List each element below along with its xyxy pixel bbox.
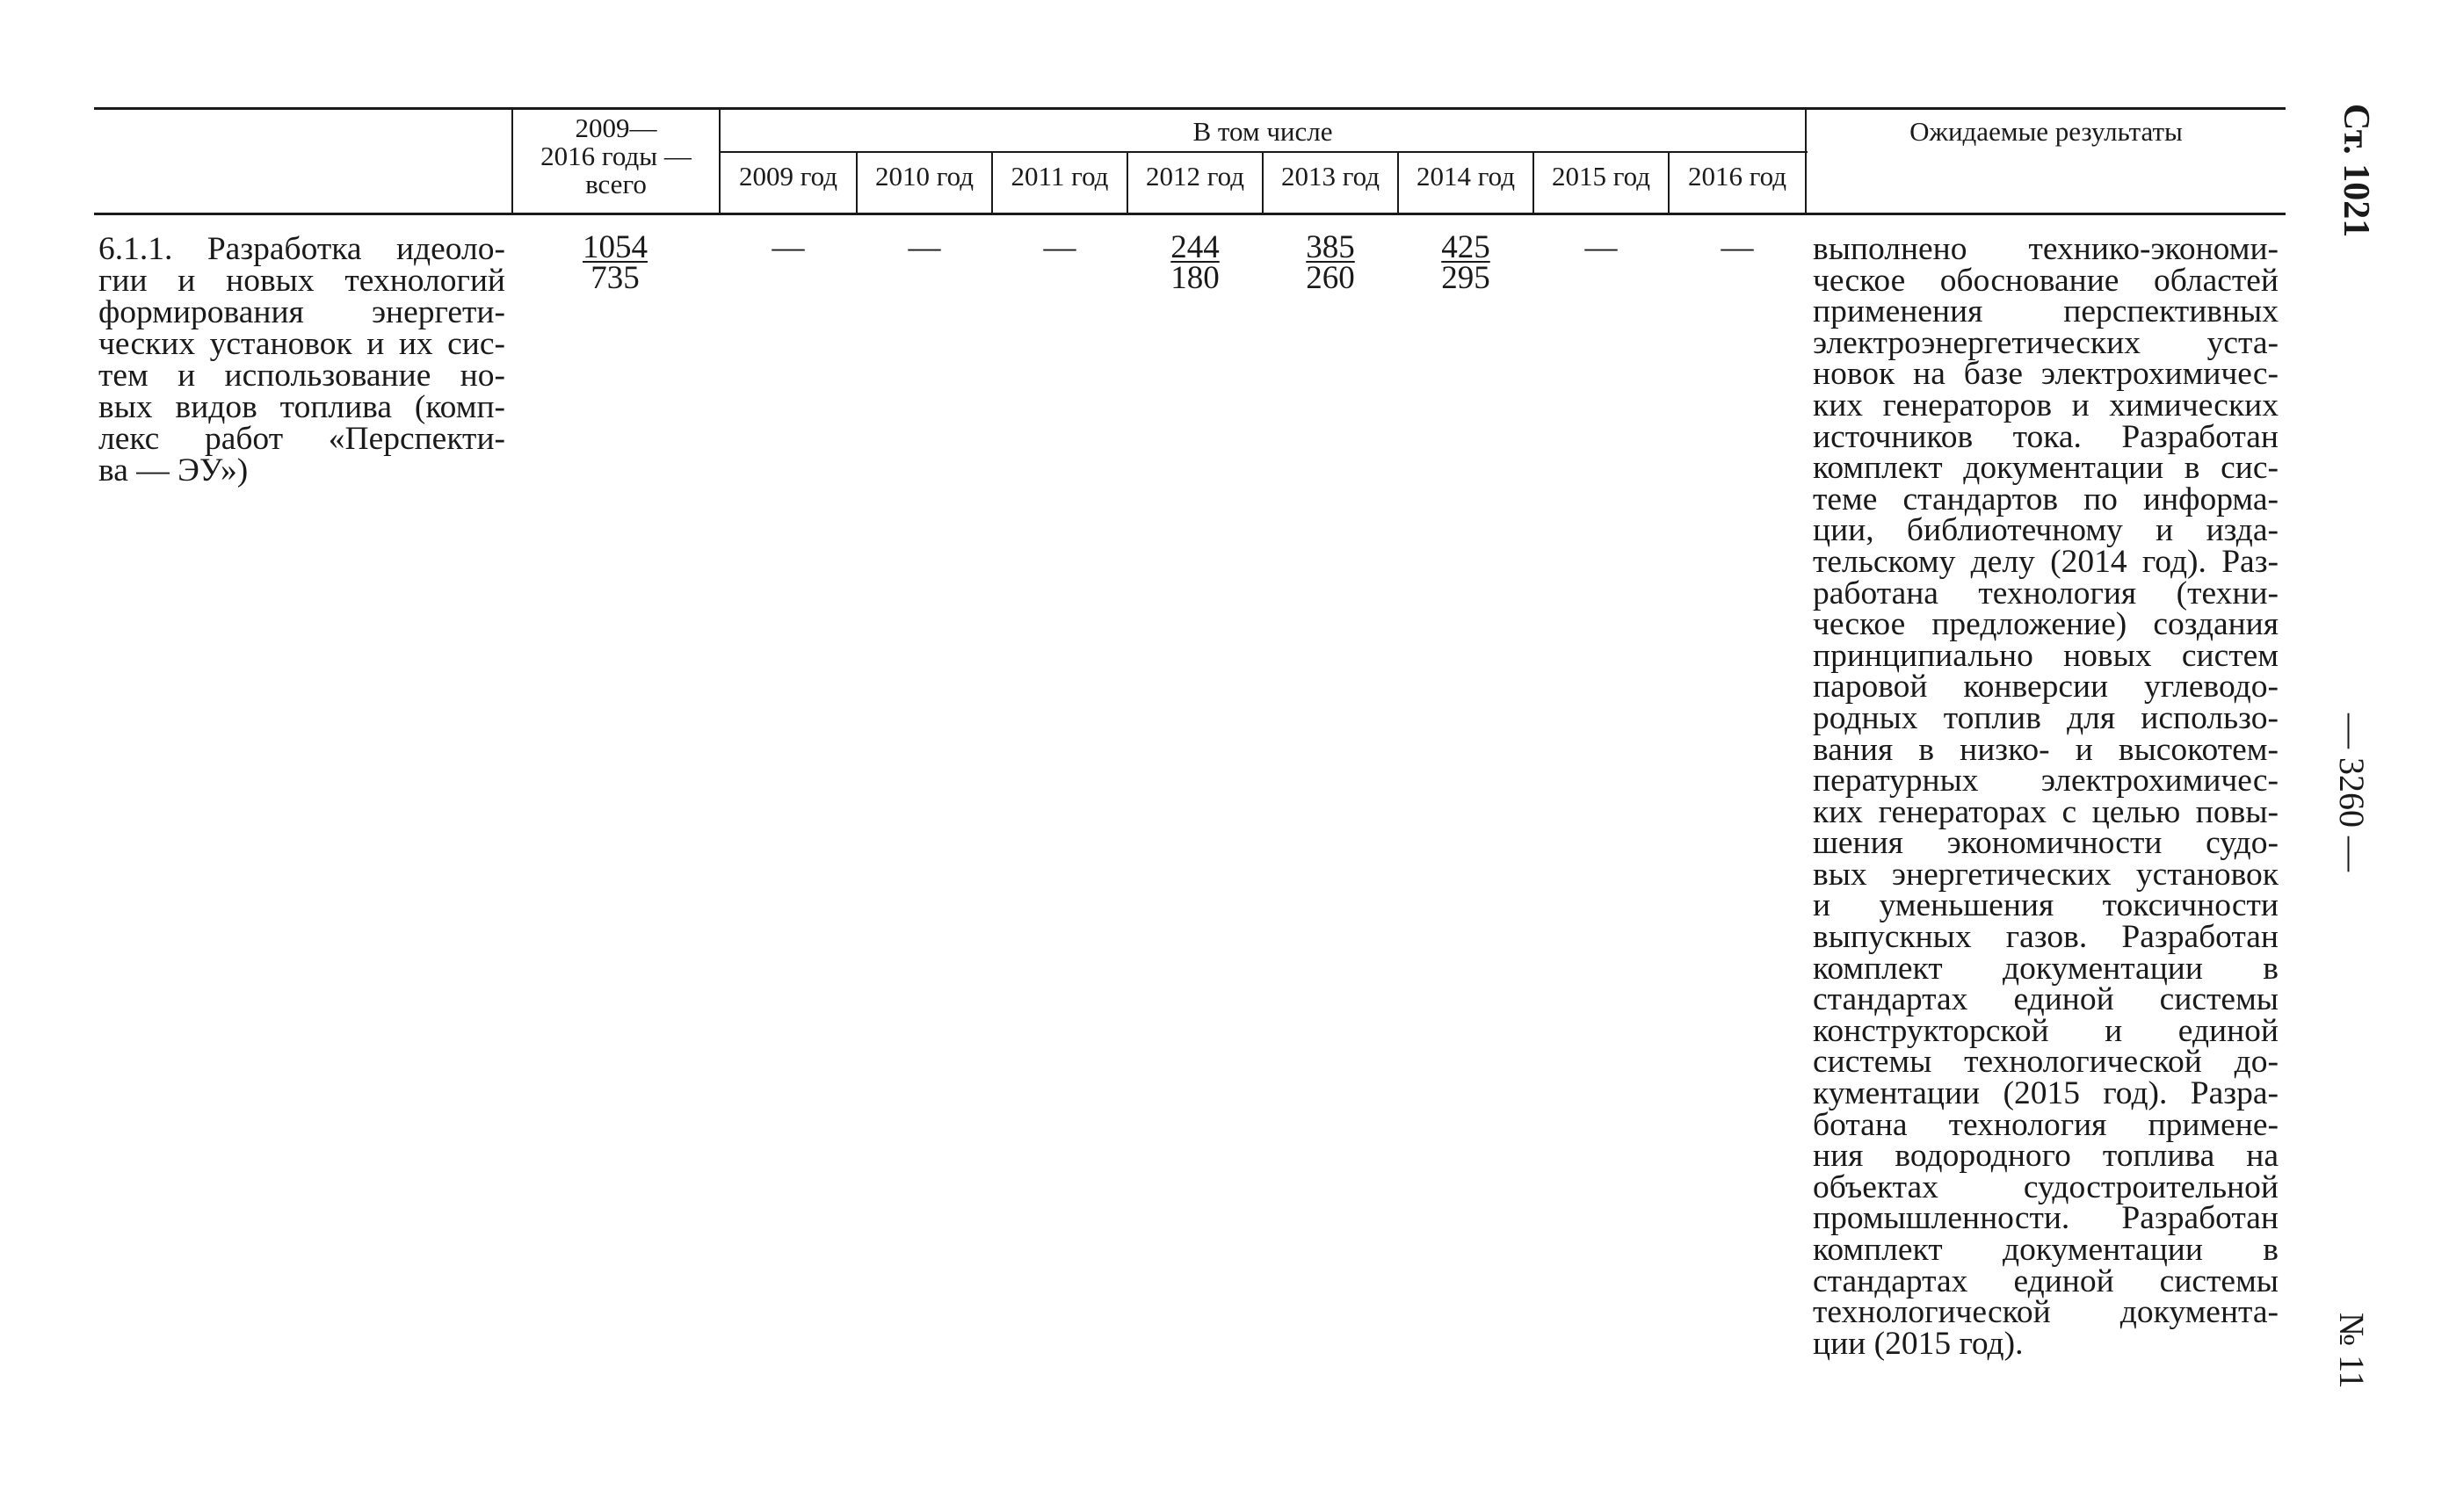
description-line: лекс работ «Перспекти- <box>98 421 505 457</box>
description-line: формирования энергети- <box>98 294 505 330</box>
year-2015-value: — <box>1584 229 1618 265</box>
header-year-2009: 2009 год <box>738 161 838 192</box>
result-line: системы технологической до- <box>1813 1044 2279 1081</box>
result-line: новок на базе электрохимичес- <box>1813 356 2279 393</box>
header-including: В том числе <box>1192 116 1333 147</box>
result-line: и уменьшения токсичности <box>1813 887 2279 924</box>
result-line: ческое обоснование областей <box>1813 262 2279 299</box>
result-line: комплект документации в <box>1813 1232 2279 1268</box>
year-2014-value <box>1399 229 1532 296</box>
header-year-2013: 2013 год <box>1280 161 1380 192</box>
result-line: ческое предложение) создания <box>1813 606 2279 643</box>
result-line: конструкторской и единой <box>1813 1012 2279 1049</box>
row-total-value <box>545 229 685 296</box>
result-line: вых энергетических установок <box>1813 856 2279 893</box>
year-2011-value: — <box>1043 229 1076 265</box>
result-line: принципиально новых систем <box>1813 637 2279 674</box>
result-line: выпускных газов. Разработан <box>1813 919 2279 956</box>
result-line: ции, библиотечному и изда- <box>1813 512 2279 549</box>
result-line: ких генераторов и химических <box>1813 387 2279 423</box>
result-line: электроэнергетических уста- <box>1813 324 2279 361</box>
result-line: вания в низко- и высокотем- <box>1813 731 2279 768</box>
margin-page-number: — 3260 — <box>2332 713 2372 872</box>
result-line: шения экономичности судо- <box>1813 825 2279 862</box>
result-line: стандартах единой системы <box>1813 981 2279 1018</box>
result-line: ции (2015 год). <box>1813 1325 2024 1362</box>
header-expected-results: Ожидаемые результаты <box>1909 116 2183 147</box>
year-2010-value: — <box>908 229 941 265</box>
total-top-value: 1054 <box>583 229 648 265</box>
result-line: комплект документации в сис- <box>1813 450 2279 487</box>
result-line: стандартах единой системы <box>1813 1262 2279 1299</box>
description-line: гии и новых технологий <box>98 263 505 299</box>
header-year-2016: 2016 год <box>1687 161 1787 192</box>
result-line: теме стандартов по информа- <box>1813 481 2279 517</box>
result-line: ния водородного топлива на <box>1813 1138 2279 1175</box>
description-line: вых видов топлива (комп- <box>98 389 505 425</box>
year-2012-value <box>1128 229 1262 296</box>
result-line: применения перспективных <box>1813 293 2279 330</box>
year-2016-value: — <box>1721 229 1754 265</box>
result-line: тельскому делу (2014 год). Раз- <box>1813 543 2279 580</box>
header-year-2012: 2012 год <box>1145 161 1245 192</box>
result-line: промышленности. Разработан <box>1813 1200 2279 1237</box>
header-total-line-1: 2009— <box>575 112 657 143</box>
result-line: выполнено технико-экономи- <box>1813 231 2279 267</box>
year-2014-top-value: 425 <box>1441 229 1490 265</box>
description-line: ва — ЭУ») <box>98 452 249 488</box>
description-line: ческих установок и их сис- <box>98 326 505 362</box>
result-line: работана технология (техни- <box>1813 575 2279 611</box>
header-bottom-rule <box>94 213 2286 215</box>
result-line: пературных электрохимичес- <box>1813 763 2279 799</box>
result-line: родных топлив для использо- <box>1813 699 2279 736</box>
margin-issue-number: № 11 <box>2332 1313 2372 1389</box>
header-total-line-2: 2016 годы — <box>540 141 692 171</box>
year-2013-bottom-value: 260 <box>1306 260 1355 296</box>
header-total-line-3: всего <box>585 169 647 199</box>
header-year-2010: 2010 год <box>874 161 975 192</box>
result-line: паровой конверсии углеводо- <box>1813 669 2279 705</box>
header-year-2015: 2015 год <box>1551 161 1651 192</box>
row-description <box>98 231 505 488</box>
result-line: ботана технология примене- <box>1813 1106 2279 1143</box>
header-year-2011: 2011 год <box>1011 161 1109 192</box>
header-year-2014: 2014 год <box>1416 161 1516 192</box>
year-2009-value: — <box>772 229 805 265</box>
result-line: объектах судостроительной <box>1813 1168 2279 1205</box>
table-top-rule <box>94 107 2286 110</box>
result-line: источников тока. Разработан <box>1813 418 2279 455</box>
year-2014-bottom-value: 295 <box>1441 260 1490 296</box>
margin-page-reference: Ст. 1021 <box>2336 104 2376 238</box>
result-line: комплект документации в <box>1813 950 2279 987</box>
result-line: технологической документа- <box>1813 1294 2279 1331</box>
result-line: ких генераторах с целью повы- <box>1813 793 2279 830</box>
row-expected-results <box>1813 231 2279 1362</box>
result-line: кументации (2015 год). Разра- <box>1813 1075 2279 1112</box>
year-2012-top-value: 244 <box>1170 229 1220 265</box>
year-2012-bottom-value: 180 <box>1170 260 1220 296</box>
year-2013-top-value: 385 <box>1306 229 1355 265</box>
header-total-column <box>513 114 719 199</box>
description-line: 6.1.1. Разработка идеоло- <box>98 231 505 267</box>
year-2013-value <box>1264 229 1397 296</box>
description-line: тем и использование но- <box>98 358 505 394</box>
years-subheader-rule <box>720 151 1808 153</box>
total-bottom-value: 735 <box>591 260 640 296</box>
